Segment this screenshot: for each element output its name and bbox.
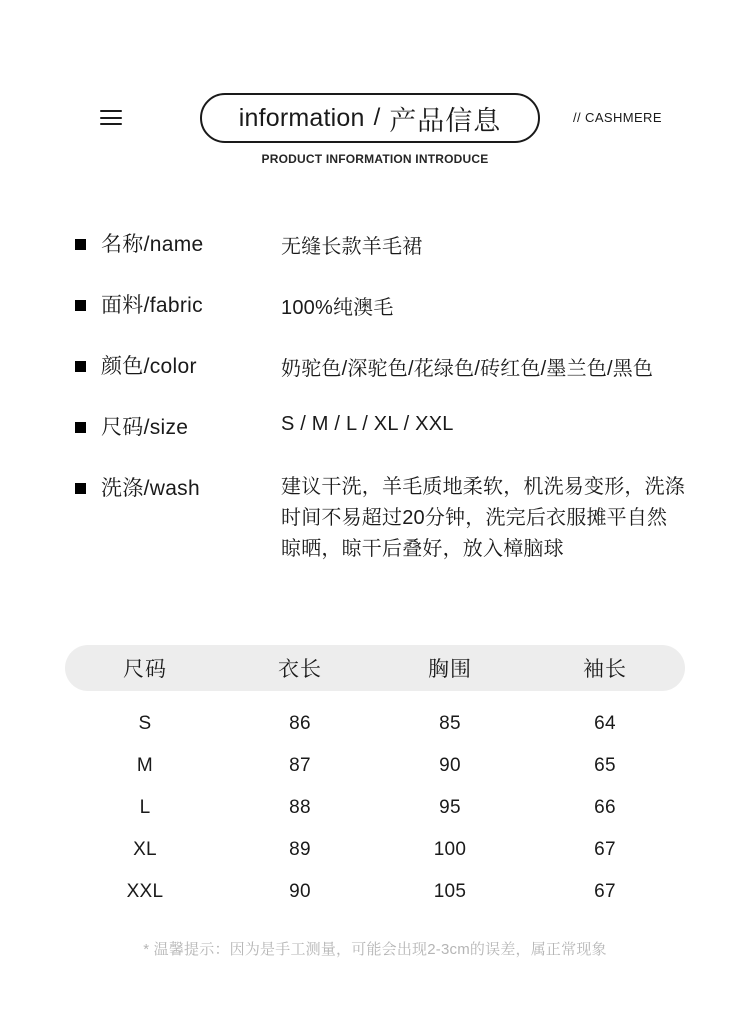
- cell-length: 87: [289, 755, 311, 776]
- hamburger-line: [100, 117, 122, 119]
- cell-bust: 100: [433, 839, 467, 860]
- page-title-cn: 产品信息: [389, 105, 502, 136]
- table-row: [65, 745, 685, 787]
- cell-length: 89: [289, 839, 311, 860]
- product-spec-list: [0, 228, 750, 596]
- cell-size: XXL: [126, 881, 164, 902]
- spec-value-color: 奶驼色/深驼色/花绿色/砖红色/墨兰色/黑色: [281, 358, 654, 380]
- spec-value-name: 无缝长款羊毛裙: [281, 236, 423, 258]
- size-table-header-sleeve: 袖长: [583, 658, 627, 681]
- table-row: [65, 829, 685, 871]
- size-chart-table: [0, 645, 750, 913]
- cell-bust: 95: [439, 797, 461, 818]
- bullet-square-icon: [75, 483, 86, 494]
- brand-tag: // CASHMERE: [573, 110, 662, 125]
- page-header: [0, 0, 750, 190]
- bullet-square-icon: [75, 300, 86, 311]
- cell-sleeve: 67: [594, 839, 616, 860]
- spec-label-fabric: 面料/fabric: [101, 294, 203, 317]
- measurement-disclaimer: * 温馨提示：因为是手工测量，可能会出现2-3cm的误差，属正常现象: [143, 941, 607, 958]
- spec-label-name: 名称/name: [101, 233, 204, 256]
- hamburger-line: [100, 123, 122, 125]
- size-table-body: [65, 691, 685, 913]
- cell-length: 86: [289, 713, 311, 734]
- table-row: [65, 871, 685, 913]
- cell-bust: 90: [439, 755, 461, 776]
- page-title: [200, 93, 540, 143]
- spec-value-wash: 建议干洗，羊毛质地柔软，机洗易变形，洗涤时间不易超过20分钟，洗完后衣服摊平自然晾晒，晾干后叠好，放入樟脑球: [281, 476, 685, 560]
- cell-bust: 85: [439, 713, 461, 734]
- spec-value-size: S / M / L / XL / XXL: [281, 413, 454, 435]
- spec-label-wash: 洗涤/wash: [101, 477, 200, 500]
- page-subtitle: PRODUCT INFORMATION INTRODUCE: [261, 152, 489, 166]
- page-title-separator: /: [373, 104, 381, 131]
- size-table-header-row: [65, 645, 685, 691]
- spec-label-color: 颜色/color: [101, 355, 197, 378]
- cell-size: XL: [133, 839, 157, 860]
- bullet-square-icon: [75, 361, 86, 372]
- spec-row-size: [0, 411, 750, 443]
- cell-sleeve: 67: [594, 881, 616, 902]
- cell-length: 90: [289, 881, 311, 902]
- cell-sleeve: 65: [594, 755, 616, 776]
- size-table-header-bust: 胸围: [428, 658, 472, 681]
- spec-row-fabric: [0, 289, 750, 321]
- spec-value-fabric: 100%纯澳毛: [281, 297, 394, 319]
- cell-sleeve: 66: [594, 797, 616, 818]
- spec-row-name: [0, 228, 750, 260]
- bullet-square-icon: [75, 239, 86, 250]
- size-table-header-size: 尺码: [123, 658, 167, 681]
- page-title-en: information: [238, 103, 365, 132]
- cell-size: L: [139, 797, 151, 818]
- bullet-square-icon: [75, 422, 86, 433]
- cell-bust: 105: [433, 881, 467, 902]
- cell-sleeve: 64: [594, 713, 616, 734]
- hamburger-line: [100, 110, 122, 112]
- cell-length: 88: [289, 797, 311, 818]
- table-row: [65, 703, 685, 745]
- cell-size: M: [136, 755, 154, 776]
- spec-row-color: [0, 350, 750, 382]
- spec-row-wash: [0, 472, 750, 567]
- hamburger-menu-icon[interactable]: [100, 110, 122, 125]
- size-table-header-length: 衣长: [278, 658, 322, 681]
- cell-size: S: [138, 713, 152, 734]
- table-row: [65, 787, 685, 829]
- spec-label-size: 尺码/size: [101, 416, 189, 439]
